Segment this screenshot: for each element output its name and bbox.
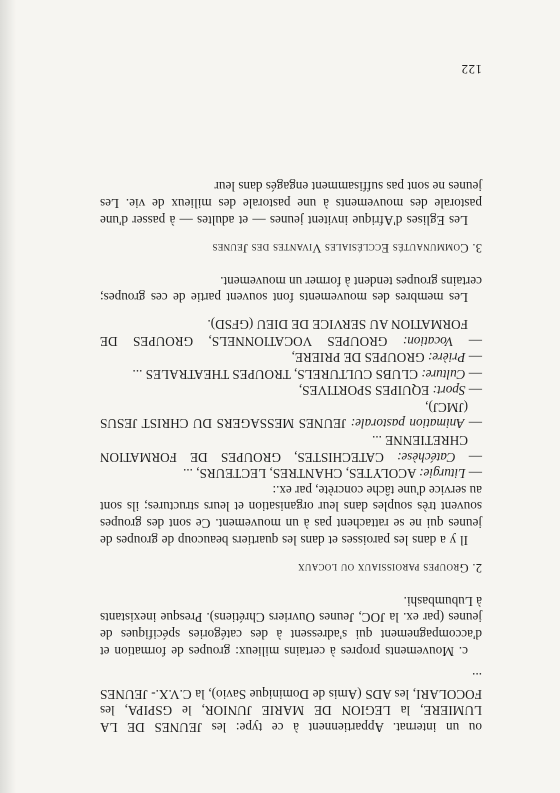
paragraph-milieu-text: c. Mouvements propres à certains milieux: groupes de formation et d'accompagnement qui s'adressent à des catégories spécifiques de jeunes (par ex. la JOC, Jeunes Ouvriers Chrétiens). Presque inexistants à Lubumbashi.	[100, 593, 482, 659]
group-list	[100, 315, 482, 481]
list-item-label: Animation pastorale:	[350, 416, 465, 432]
section-heading-living-communities: 3. Communautés Ecclésiales Vivantes des Jeunes	[212, 241, 482, 256]
list-item-text: CATECHISTES, GROUPES DE FORMATION CHRETIENNE ...	[100, 433, 468, 465]
list-item: — Animation pastorale: JEUNES MESSAGERS DU CHRIST JESUS (JMCJ),	[100, 399, 482, 432]
section-heading-parish-groups: 2. Groupes paroissiaux ou locaux	[297, 561, 482, 576]
list-item-text: GROUPES DE PRIERE,	[291, 350, 425, 366]
text-column	[100, 178, 482, 735]
page-number: 122	[461, 62, 482, 77]
list-item-text: EQUIPES SPORTIVES,	[298, 383, 430, 399]
paragraph-parish-intro: Il y a dans les paroisses et dans les quartiers beaucoup de groupes de jeunes qui ne se rattachent pas à un mouvement. Ce sont des groupes souvent très souples dans leur organisation et leurs structures; ils sont au service d'une tâche concrète, par ex.:	[100, 482, 482, 548]
list-item: — Vocation: GROUPES VOCATIONNELS, GROUPES DE FORMATION AU SERVICE DE DIEU (GFSD).	[99, 316, 482, 349]
page-edge-shadow	[0, 0, 16, 793]
paragraph-movements-list: ou un internat. Appartiennent à ce type: les JEUNES DE LA LUMIERE, la LEGION DE MARIE JUNIOR, le GSPIPA, les FOCOLARI, les ADS (Amis de Dominique Savio), la C.V.X.- JEUNES ...	[100, 670, 482, 735]
list-item: — Prière: GROUPES DE PRIERE,	[291, 350, 482, 366]
list-item-text: GROUPES VOCATIONNELS, GROUPES DE FORMATION AU SERVICE DE DIEU (GFSD).	[99, 316, 468, 349]
list-item-label: Liturgie:	[419, 466, 466, 482]
list-item-text: CLUBS CULTURELS, TROUPES THEATRALES ...	[132, 366, 419, 382]
list-item-label: Vocation:	[402, 333, 454, 349]
paragraph-milieu-movements	[100, 592, 482, 658]
list-item-text: JEUNES MESSAGERS DU CHRIST JESUS (JMCJ),	[100, 399, 468, 432]
list-item-text: ACOLYTES, CHANTRES, LECTEURS, ...	[183, 466, 417, 482]
list-item: — Catéchèse: CATECHISTES, GROUPES DE FORMATION CHRETIENNE ...	[100, 433, 482, 465]
list-item-label: Sport:	[432, 383, 466, 399]
list-item: — Culture: CLUBS CULTURELS, TROUPES THEATRALES ...	[132, 366, 482, 382]
paragraph-african-churches: Les Eglises d'Afrique invitent jeunes — et adultes — à passer d'une pastorale des mouvements à une pastorale des milieux de vie. Les jeunes ne sont pas suffisamment engagés dans leur	[100, 179, 482, 228]
list-item-label: Prière:	[427, 350, 466, 366]
list-item: — Liturgie: ACOLYTES, CHANTRES, LECTEURS, ...	[183, 466, 482, 482]
list-item-label: Catéchèse:	[397, 449, 456, 465]
list-item: — Sport: EQUIPES SPORTIVES,	[298, 383, 482, 399]
paragraph-members-note: Les membres des mouvements font souvent partie de ces groupes; certains groupes tendent à former un mouvement.	[100, 273, 482, 306]
list-item-label: Culture:	[421, 366, 466, 382]
